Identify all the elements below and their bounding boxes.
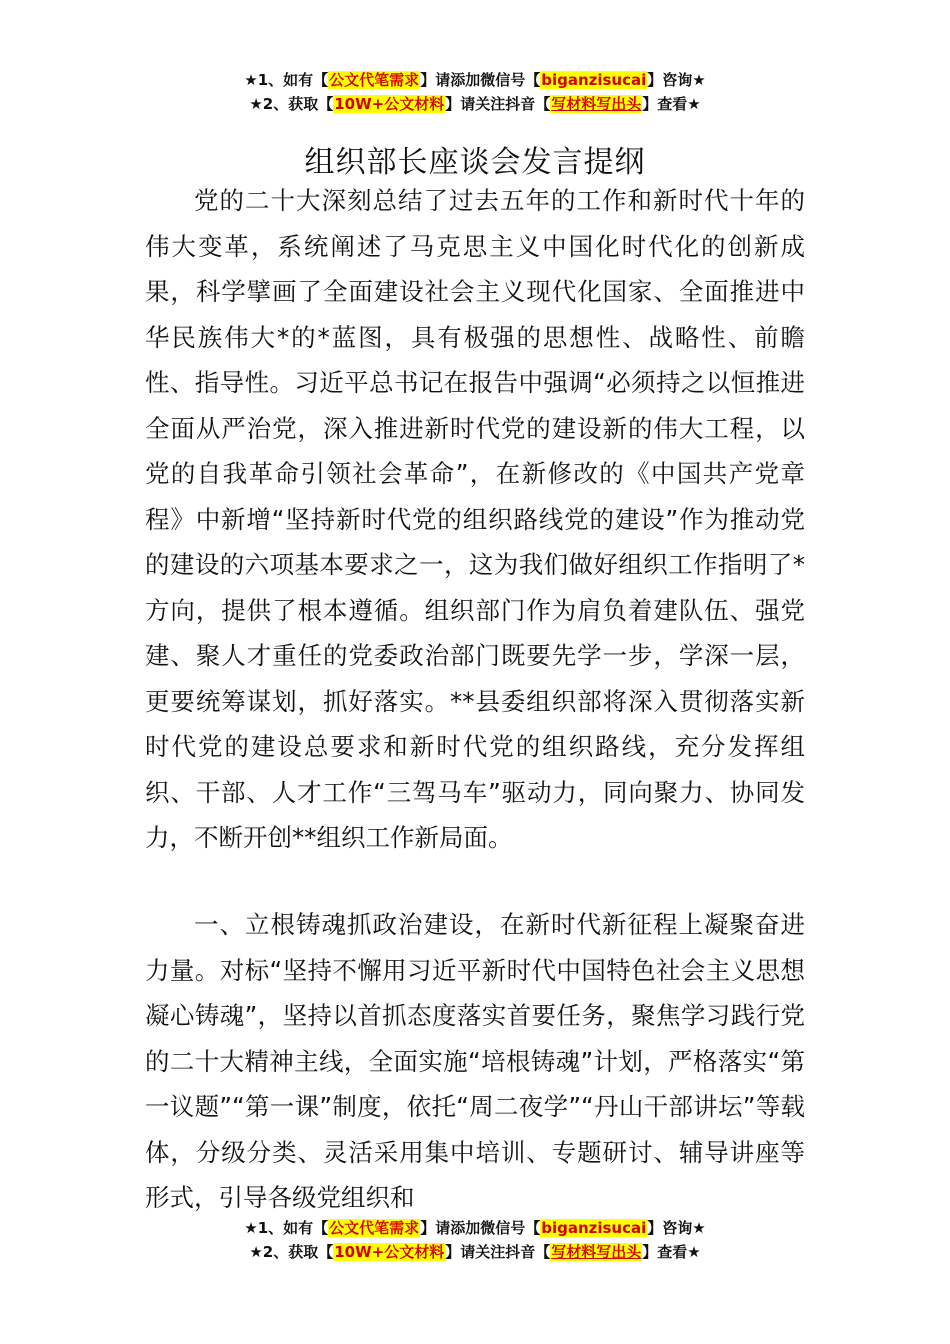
ad-text: ★2、获取【 [249, 1243, 334, 1261]
footer-ad-banner [0, 1216, 950, 1264]
ad-text: 】查看★ [642, 1243, 701, 1261]
ad-text: 】查看★ [642, 95, 701, 113]
ad-text: ★1、如有【 [244, 1219, 329, 1237]
wechat-id-highlight: biganzisucai [541, 71, 647, 89]
ad-highlight: 10W+公文材料 [334, 95, 445, 113]
ad-highlight: 公文代笔需求 [329, 71, 420, 89]
header-ad-line-1 [0, 68, 950, 92]
ad-text: 】咨询★ [647, 71, 706, 89]
ad-text: 】请关注抖音【 [445, 1243, 551, 1261]
ad-text: 】请添加微信号【 [420, 71, 541, 89]
ad-text: 】请关注抖音【 [445, 95, 551, 113]
wechat-id-highlight: biganzisucai [541, 1219, 647, 1237]
paragraph-intro: 党的二十大深刻总结了过去五年的工作和新时代十年的伟大变革，系统阐述了马克思主义中国化时代化的创新成果，科学擘画了全面建设社会主义现代化国家、全面推进中华民族伟大*的*蓝图，具有极强的思想性、战略性、前瞻性、指导性。习近平总书记在报告中强调“必须持之以恒推进全面从严治党，深入推进新时代党的建设新的伟大工程，以党的自我革命引领社会革命”，在新修改的《中国共产党章程》中新增“坚持新时代党的组织路线党的建设”作为推动党的建设的六项基本要求之一，这为我们做好组织工作指明了*方向，提供了根本遵循。组织部门作为肩负着建队伍、强党建、聚人才重任的党委政治部门既要先学一步，学深一层，更要统筹谋划，抓好落实。**县委组织部将深入贯彻落实新时代党的建设总要求和新时代党的组织路线，充分发挥组织、干部、人才工作“三驾马车”驱动力，同向聚力、协同发力，不断开创**组织工作新局面。 [145, 186, 805, 852]
footer-ad-line-2 [0, 1240, 950, 1264]
ad-highlight: 公文代笔需求 [329, 1219, 420, 1237]
ad-text: ★2、获取【 [249, 95, 334, 113]
douyin-highlight: 写材料写出头 [551, 95, 642, 113]
ad-text: ★1、如有【 [244, 71, 329, 89]
document-title: 组织部长座谈会发言提纲 [304, 145, 646, 181]
footer-ad-line-1 [0, 1216, 950, 1240]
header-ad-banner [0, 68, 950, 116]
douyin-highlight: 写材料写出头 [551, 1243, 642, 1261]
ad-highlight: 10W+公文材料 [334, 1243, 445, 1261]
ad-text: 】请添加微信号【 [420, 1219, 541, 1237]
header-ad-line-2 [0, 92, 950, 116]
ad-text: 】咨询★ [647, 1219, 706, 1237]
paragraph-section-1: 一、立根铸魂抓政治建设，在新时代新征程上凝聚奋进力量。对标“坚持不懈用习近平新时代中国特色社会主义思想凝心铸魂”，坚持以首抓态度落实首要任务，聚焦学习践行党的二十大精神主线，全面实施“培根铸魂”计划，严格落实“第一议题”“第一课”制度，依托“周二夜学”“丹山干部讲坛”等载体，分级分类、灵活采用集中培训、专题研讨、辅导讲座等形式，引导各级党组织和 [145, 910, 805, 1212]
